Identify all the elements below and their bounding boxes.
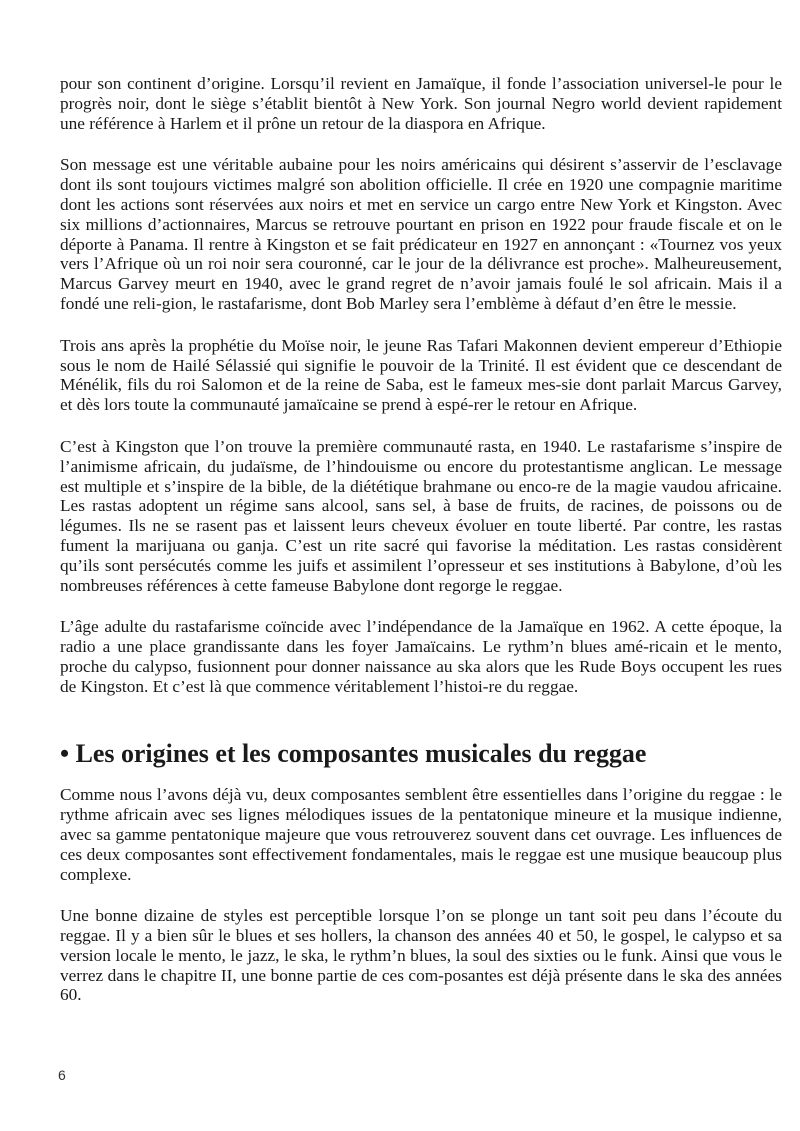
paragraph-rasta-community: C’est à Kingston que l’on trouve la première communauté rasta, en 1940. Le rastafarisme s’inspire de l’animisme africain, du judaïsme, de l’hindouisme ou encore du protestantisme anglican. Le message est multiple et s’inspire de la bible, de la diététique brahmane ou enco-re de la magie vaudou africaine. Les rastas adoptent un régime sans alcool, sans sel, à base de fruits, de racines, de poissons ou de légumes. Ils ne se rasent pas et laissent leurs cheveux évoluer en toute liberté. Par contre, les rastas fument la marijuana ou ganja. C’est un rite sacré qui favorise la méditation. Les rastas considèrent qu’ils sont persécutés comme les juifs et assimilent l’opresseur et ses institutions à Babylone, d’où les nombreuses références à cette fameuse Babylone dont regorge le reggae. xyxy=(60,436,782,595)
paragraph-haile-selassie: Trois ans après la prophétie du Moïse noir, le jeune Ras Tafari Makonnen devient empereur d’Ethiopie sous le nom de Hailé Sélassié qui signifie le pouvoir de la Trinité. Il est évident que ce descendant de Ménélik, fils du roi Salomon et de la reine de Saba, est le fameux mes-sie dont parlait Marcus Garvey, et dès lors toute la communauté jamaïcaine se prend à espé-rer le retour en Afrique. xyxy=(60,335,782,415)
page-body xyxy=(60,74,782,1027)
paragraph-styles: Une bonne dizaine de styles est perceptible lorsque l’on se plonge un tant soit peu dans l’écoute du reggae. Il y a bien sûr le blues et ses hollers, la chanson des années 40 et 50, le gospel, le calypso et sa version locale le mento, le jazz, le ska, le rythm’n blues, la soul des sixties ou le funk. Ainsi que vous le verrez dans le chapitre II, une bonne partie de ces com-posantes est déjà présente dans le ska des années 60. xyxy=(60,906,782,1005)
section-heading: • Les origines et les composantes musicales du reggae xyxy=(60,738,647,768)
paragraph-garvey-message: Son message est une véritable aubaine pour les noirs américains qui désirent s’asservir de l’esclavage dont ils sont toujours victimes malgré son abolition officielle. Il crée en 1920 une compagnie maritime dont les actions sont réservées aux noirs et met en service un cargo entre New York et Kingston. Avec six millions d’actionnaires, Marcus se retrouve pourtant en prison en 1922 pour fraude fiscale et on le déporte à Panama. Il rentre à Kingston et se fait prédicateur en 1927 en annonçant : «Tournez vos yeux vers l’Afrique où un roi noir sera couronné, car le jour de la délivrance est proche». Malheureusement, Marcus Garvey meurt en 1940, avec le grand regret de n’avoir jamais foulé le sol africain. Mais il a fondé une reli-gion, le rastafarisme, dont Bob Marley sera l’emblème à défaut d’en être le messie. xyxy=(60,155,782,313)
paragraph-independence: L’âge adulte du rastafarisme coïncide avec l’indépendance de la Jamaïque en 1962. A cette époque, la radio a une place grandissante dans les foyer Jamaïcains. Le rythm’n blues amé-ricain et le mento, proche du calypso, fusionnent pour donner naissance au ska alors que les Rude Boys occupent les rues de Kingston. Et c’est là que commence véritablement l’histoi-re du reggae. xyxy=(60,617,782,696)
paragraph-musical-components: Comme nous l’avons déjà vu, deux composantes semblent être essentielles dans l’origine du reggae : le rythme africain avec ses lignes mélodiques issues de la pentatonique mineure et la musique indienne, avec sa gamme pentatonique majeure que vous retrouverez souvent dans cet ouvrage. Les influences de ces deux composantes sont effectivement fondamentales, mais le reggae est une musique beaucoup plus complexe. xyxy=(60,785,782,884)
page-number: 6 xyxy=(58,1067,66,1083)
paragraph-garvey-origin: pour son continent d’origine. Lorsqu’il revient en Jamaïque, il fonde l’association universel-le pour le progrès noir, dont le siège s’établit bientôt à New York. Son journal Negro world devient rapidement une référence à Harlem et il prône un retour de la diaspora en Afrique. xyxy=(60,74,782,133)
